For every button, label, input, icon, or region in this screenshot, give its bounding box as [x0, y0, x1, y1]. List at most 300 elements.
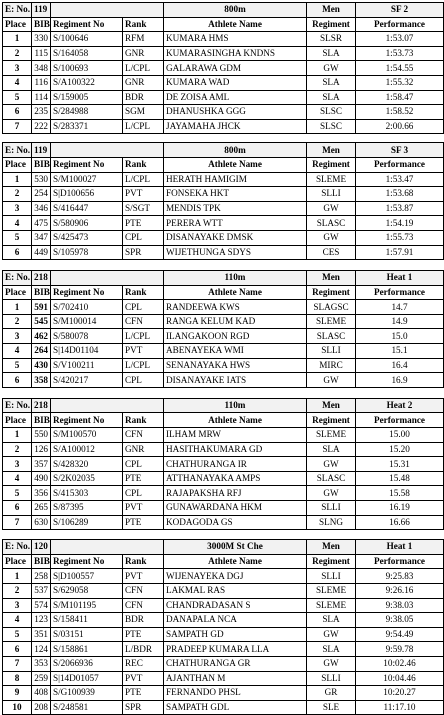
col-header-bib: BIB: [32, 285, 51, 300]
bib-cell: 550: [32, 428, 51, 443]
bib-cell: 353: [32, 656, 51, 671]
regiment-cell: GW: [307, 230, 356, 245]
column-header-row: [3, 157, 444, 172]
regiment-cell: GW: [307, 627, 356, 642]
col-header-athlete-name: Athlete Name: [164, 17, 307, 32]
athlete-name-cell: KUMARA HMS: [164, 32, 307, 47]
event-header-row: [3, 540, 444, 555]
table-row: [3, 300, 444, 315]
regiment-no-cell: S/428320: [51, 457, 123, 472]
rank-cell: CPL: [123, 486, 164, 501]
col-header-performance: Performance: [356, 17, 444, 32]
place-cell: 4: [3, 613, 32, 628]
table-row: [3, 656, 444, 671]
bib-cell: 351: [32, 627, 51, 642]
bib-cell: 116: [32, 75, 51, 90]
table-row: [3, 627, 444, 642]
regiment-no-cell: S/284988: [51, 105, 123, 120]
performance-cell: 14.7: [356, 300, 444, 315]
performance-cell: 15.1: [356, 344, 444, 359]
place-cell: 4: [3, 344, 32, 359]
place-cell: 8: [3, 671, 32, 686]
event-round: SF 2: [356, 3, 444, 18]
blank-cell: [51, 271, 164, 286]
rank-cell: PVT: [123, 569, 164, 584]
col-header-rank: Rank: [123, 17, 164, 32]
place-cell: 1: [3, 32, 32, 47]
athlete-name-cell: KODAGODA GS: [164, 515, 307, 530]
athlete-name-cell: DHANUSHKA GGG: [164, 105, 307, 120]
event-table: [2, 539, 444, 715]
regiment-no-cell: S|14D01104: [51, 344, 123, 359]
place-cell: 2: [3, 314, 32, 329]
place-cell: 4: [3, 471, 32, 486]
athlete-name-cell: RAJAPAKSHA RFJ: [164, 486, 307, 501]
bib-cell: 258: [32, 569, 51, 584]
table-row: [3, 90, 444, 105]
regiment-no-cell: S/M100570: [51, 428, 123, 443]
table-row: [3, 344, 444, 359]
performance-cell: 11:17.10: [356, 700, 444, 715]
bib-cell: 574: [32, 598, 51, 613]
place-cell: 3: [3, 61, 32, 76]
event-table: [2, 142, 444, 260]
regiment-cell: SLLI: [307, 501, 356, 516]
performance-cell: 16.19: [356, 501, 444, 516]
col-header-bib: BIB: [32, 413, 51, 428]
bib-cell: 115: [32, 46, 51, 61]
performance-cell: 15.31: [356, 457, 444, 472]
rank-cell: REC: [123, 656, 164, 671]
rank-cell: PTE: [123, 216, 164, 231]
table-row: [3, 230, 444, 245]
place-cell: 4: [3, 216, 32, 231]
regiment-no-cell: S/702410: [51, 300, 123, 315]
col-header-performance: Performance: [356, 413, 444, 428]
regiment-no-cell: S/248581: [51, 700, 123, 715]
bib-cell: 430: [32, 358, 51, 373]
rank-cell: GNR: [123, 75, 164, 90]
place-cell: 6: [3, 245, 32, 260]
regiment-cell: SLA: [307, 75, 356, 90]
regiment-cell: GR: [307, 686, 356, 701]
table-row: [3, 75, 444, 90]
athlete-name-cell: DE ZOISA AML: [164, 90, 307, 105]
regiment-no-cell: S/2066936: [51, 656, 123, 671]
rank-cell: SPR: [123, 700, 164, 715]
rank-cell: SPR: [123, 245, 164, 260]
col-header-athlete-name: Athlete Name: [164, 413, 307, 428]
performance-cell: 10:02.46: [356, 656, 444, 671]
blank-cell: [51, 540, 164, 555]
rank-cell: CFN: [123, 428, 164, 443]
bib-cell: 591: [32, 300, 51, 315]
place-cell: 2: [3, 583, 32, 598]
bib-cell: 530: [32, 172, 51, 187]
column-header-row: [3, 413, 444, 428]
performance-cell: 1:53.47: [356, 172, 444, 187]
bib-cell: 346: [32, 201, 51, 216]
performance-cell: 10:20.27: [356, 686, 444, 701]
place-cell: 7: [3, 515, 32, 530]
athlete-name-cell: FONSEKA HKT: [164, 187, 307, 202]
col-header-bib: BIB: [32, 554, 51, 569]
athlete-name-cell: JAYAMAHA JHCK: [164, 119, 307, 134]
athlete-name-cell: DANAPALA NCA: [164, 613, 307, 628]
place-cell: 3: [3, 201, 32, 216]
rank-cell: S/SGT: [123, 201, 164, 216]
athlete-name-cell: GALARAWA GDM: [164, 61, 307, 76]
performance-cell: 1:55.32: [356, 75, 444, 90]
event-gender: Men: [307, 540, 356, 555]
bib-cell: 264: [32, 344, 51, 359]
bib-cell: 347: [32, 230, 51, 245]
rank-cell: L/CPL: [123, 61, 164, 76]
col-header-place: Place: [3, 17, 32, 32]
event-table: [2, 398, 444, 530]
place-cell: 6: [3, 501, 32, 516]
regiment-cell: GW: [307, 656, 356, 671]
regiment-no-cell: S/03151: [51, 627, 123, 642]
performance-cell: 1:58.52: [356, 105, 444, 120]
bib-cell: 330: [32, 32, 51, 47]
regiment-no-cell: S/425473: [51, 230, 123, 245]
rank-cell: CPL: [123, 373, 164, 388]
regiment-no-cell: S/283371: [51, 119, 123, 134]
athlete-name-cell: CHATHURANGA IR: [164, 457, 307, 472]
col-header-regiment: Regiment: [307, 413, 356, 428]
col-header-rank: Rank: [123, 554, 164, 569]
col-header-regiment: Regiment: [307, 554, 356, 569]
table-row: [3, 583, 444, 598]
regiment-no-cell: S/159005: [51, 90, 123, 105]
bib-cell: 462: [32, 329, 51, 344]
place-cell: 5: [3, 627, 32, 642]
performance-cell: 10:04.46: [356, 671, 444, 686]
rank-cell: GNR: [123, 46, 164, 61]
event-header-row: [3, 271, 444, 286]
performance-cell: 9:38.05: [356, 613, 444, 628]
table-row: [3, 61, 444, 76]
table-row: [3, 700, 444, 715]
event-no-value: 218: [32, 398, 51, 413]
col-header-regiment-no: Regiment No: [51, 554, 123, 569]
bib-cell: 348: [32, 61, 51, 76]
event-no-label: E: No.: [3, 143, 32, 158]
col-header-athlete-name: Athlete Name: [164, 285, 307, 300]
regiment-cell: MIRC: [307, 358, 356, 373]
regiment-cell: CES: [307, 245, 356, 260]
col-header-rank: Rank: [123, 157, 164, 172]
performance-cell: 9:38.03: [356, 598, 444, 613]
col-header-performance: Performance: [356, 157, 444, 172]
regiment-no-cell: S/87395: [51, 501, 123, 516]
table-row: [3, 486, 444, 501]
event-table: [2, 2, 444, 134]
table-row: [3, 598, 444, 613]
place-cell: 5: [3, 230, 32, 245]
athlete-name-cell: FERNANDO PHSL: [164, 686, 307, 701]
regiment-no-cell: S/629058: [51, 583, 123, 598]
col-header-athlete-name: Athlete Name: [164, 554, 307, 569]
performance-cell: 16.9: [356, 373, 444, 388]
column-header-row: [3, 17, 444, 32]
col-header-place: Place: [3, 554, 32, 569]
regiment-no-cell: S/M101195: [51, 598, 123, 613]
bib-cell: 208: [32, 700, 51, 715]
table-row: [3, 457, 444, 472]
athlete-name-cell: WIJETHUNGA SDYS: [164, 245, 307, 260]
place-cell: 7: [3, 656, 32, 671]
regiment-cell: SLEME: [307, 428, 356, 443]
place-cell: 5: [3, 486, 32, 501]
bib-cell: 114: [32, 90, 51, 105]
regiment-cell: SLSR: [307, 32, 356, 47]
event-no-label: E: No.: [3, 271, 32, 286]
bib-cell: 254: [32, 187, 51, 202]
table-row: [3, 642, 444, 657]
regiment-cell: SLLI: [307, 671, 356, 686]
bib-cell: 449: [32, 245, 51, 260]
regiment-cell: SLLI: [307, 569, 356, 584]
table-row: [3, 329, 444, 344]
event-name: 110m: [164, 271, 307, 286]
regiment-cell: SLEME: [307, 172, 356, 187]
bib-cell: 537: [32, 583, 51, 598]
athlete-name-cell: WIJENAYEKA DGJ: [164, 569, 307, 584]
regiment-cell: SLLI: [307, 344, 356, 359]
col-header-place: Place: [3, 157, 32, 172]
bib-cell: 259: [32, 671, 51, 686]
rank-cell: L/CPL: [123, 119, 164, 134]
performance-cell: 15.0: [356, 329, 444, 344]
blank-cell: [51, 398, 164, 413]
athlete-name-cell: SENANAYAKA HWS: [164, 358, 307, 373]
table-row: [3, 613, 444, 628]
table-row: [3, 201, 444, 216]
regiment-cell: SLE: [307, 700, 356, 715]
regiment-no-cell: S/158411: [51, 613, 123, 628]
event-round: Heat 1: [356, 540, 444, 555]
table-row: [3, 501, 444, 516]
bib-cell: 124: [32, 642, 51, 657]
regiment-cell: SLA: [307, 46, 356, 61]
rank-cell: BDR: [123, 90, 164, 105]
col-header-regiment: Regiment: [307, 157, 356, 172]
table-row: [3, 32, 444, 47]
bib-cell: 357: [32, 457, 51, 472]
regiment-cell: GW: [307, 61, 356, 76]
event-no-value: 218: [32, 271, 51, 286]
table-row: [3, 671, 444, 686]
athlete-name-cell: ABENAYEKA WMI: [164, 344, 307, 359]
regiment-no-cell: S/164058: [51, 46, 123, 61]
regiment-no-cell: S/580078: [51, 329, 123, 344]
event-no-value: 119: [32, 143, 51, 158]
regiment-no-cell: S/580906: [51, 216, 123, 231]
performance-cell: 15.00: [356, 428, 444, 443]
performance-cell: 1:53.73: [356, 46, 444, 61]
rank-cell: SGM: [123, 105, 164, 120]
col-header-regiment-no: Regiment No: [51, 157, 123, 172]
table-row: [3, 172, 444, 187]
athlete-name-cell: PRADEEP KUMARA LLA: [164, 642, 307, 657]
col-header-athlete-name: Athlete Name: [164, 157, 307, 172]
athlete-name-cell: CHATHURANGA GR: [164, 656, 307, 671]
performance-cell: 9:25.83: [356, 569, 444, 584]
rank-cell: PVT: [123, 344, 164, 359]
place-cell: 5: [3, 90, 32, 105]
performance-cell: 2:00.66: [356, 119, 444, 134]
event-gender: Men: [307, 398, 356, 413]
rank-cell: L/CPL: [123, 172, 164, 187]
regiment-cell: GW: [307, 486, 356, 501]
column-header-row: [3, 554, 444, 569]
event-header-row: [3, 3, 444, 18]
rank-cell: RFM: [123, 32, 164, 47]
event-no-value: 120: [32, 540, 51, 555]
section-gap: [2, 530, 443, 539]
event-gender: Men: [307, 143, 356, 158]
athlete-name-cell: DISANAYAKE IATS: [164, 373, 307, 388]
regiment-no-cell: S/106289: [51, 515, 123, 530]
athlete-name-cell: MENDIS TPK: [164, 201, 307, 216]
performance-cell: 15.48: [356, 471, 444, 486]
rank-cell: PVT: [123, 187, 164, 202]
event-table: [2, 270, 444, 388]
event-round: Heat 1: [356, 271, 444, 286]
bib-cell: 126: [32, 442, 51, 457]
table-row: [3, 358, 444, 373]
regiment-no-cell: S/100693: [51, 61, 123, 76]
regiment-no-cell: S|D100557: [51, 569, 123, 584]
blank-cell: [51, 3, 164, 18]
place-cell: 6: [3, 373, 32, 388]
table-row: [3, 187, 444, 202]
regiment-cell: SLA: [307, 90, 356, 105]
regiment-cell: SLLI: [307, 187, 356, 202]
event-name: 800m: [164, 143, 307, 158]
athlete-name-cell: DISANAYAKE DMSK: [164, 230, 307, 245]
athlete-name-cell: ATTHANAYAKA AMPS: [164, 471, 307, 486]
bib-cell: 222: [32, 119, 51, 134]
regiment-cell: SLA: [307, 642, 356, 657]
athlete-name-cell: ILANGAKOON RGD: [164, 329, 307, 344]
col-header-regiment: Regiment: [307, 17, 356, 32]
place-cell: 9: [3, 686, 32, 701]
place-cell: 2: [3, 187, 32, 202]
place-cell: 2: [3, 46, 32, 61]
table-row: [3, 442, 444, 457]
regiment-no-cell: S/M100027: [51, 172, 123, 187]
col-header-regiment-no: Regiment No: [51, 413, 123, 428]
col-header-performance: Performance: [356, 285, 444, 300]
performance-cell: 14.9: [356, 314, 444, 329]
athlete-name-cell: RANDEEWA KWS: [164, 300, 307, 315]
place-cell: 2: [3, 442, 32, 457]
regiment-cell: SLEME: [307, 583, 356, 598]
place-cell: 3: [3, 598, 32, 613]
regiment-no-cell: S/A100012: [51, 442, 123, 457]
bib-cell: 408: [32, 686, 51, 701]
performance-cell: 9:59.78: [356, 642, 444, 657]
event-no-label: E: No.: [3, 3, 32, 18]
event-gender: Men: [307, 3, 356, 18]
bib-cell: 265: [32, 501, 51, 516]
place-cell: 10: [3, 700, 32, 715]
athlete-name-cell: CHANDRADASAN S: [164, 598, 307, 613]
regiment-no-cell: S/416447: [51, 201, 123, 216]
regiment-no-cell: S|14D01057: [51, 671, 123, 686]
col-header-rank: Rank: [123, 413, 164, 428]
athlete-name-cell: RANGA KELUM KAD: [164, 314, 307, 329]
performance-cell: 1:55.73: [356, 230, 444, 245]
col-header-regiment-no: Regiment No: [51, 285, 123, 300]
rank-cell: PTE: [123, 686, 164, 701]
regiment-cell: SLEME: [307, 314, 356, 329]
col-header-bib: BIB: [32, 17, 51, 32]
performance-cell: 9:26.16: [356, 583, 444, 598]
performance-cell: 9:54.49: [356, 627, 444, 642]
event-no-label: E: No.: [3, 540, 32, 555]
performance-cell: 1:54.19: [356, 216, 444, 231]
column-header-row: [3, 285, 444, 300]
regiment-no-cell: S/A100322: [51, 75, 123, 90]
table-row: [3, 373, 444, 388]
col-header-performance: Performance: [356, 554, 444, 569]
performance-cell: 1:54.55: [356, 61, 444, 76]
regiment-cell: SLEME: [307, 598, 356, 613]
regiment-cell: SLSC: [307, 105, 356, 120]
performance-cell: 1:53.87: [356, 201, 444, 216]
regiment-no-cell: S|D100656: [51, 187, 123, 202]
regiment-no-cell: S/G100939: [51, 686, 123, 701]
place-cell: 6: [3, 105, 32, 120]
place-cell: 3: [3, 457, 32, 472]
event-no-value: 119: [32, 3, 51, 18]
regiment-no-cell: S/420217: [51, 373, 123, 388]
rank-cell: CPL: [123, 457, 164, 472]
bib-cell: 545: [32, 314, 51, 329]
athlete-name-cell: AJANTHAN M: [164, 671, 307, 686]
rank-cell: L/CPL: [123, 358, 164, 373]
rank-cell: GNR: [123, 442, 164, 457]
event-name: 800m: [164, 3, 307, 18]
place-cell: 1: [3, 569, 32, 584]
place-cell: 1: [3, 300, 32, 315]
place-cell: 6: [3, 642, 32, 657]
athlete-name-cell: SAMPATH GDL: [164, 700, 307, 715]
athlete-name-cell: GUNAWARDANA HKM: [164, 501, 307, 516]
regiment-no-cell: S/2K02035: [51, 471, 123, 486]
bib-cell: 490: [32, 471, 51, 486]
regiment-no-cell: S/M100014: [51, 314, 123, 329]
rank-cell: BDR: [123, 613, 164, 628]
table-row: [3, 119, 444, 134]
performance-cell: 16.4: [356, 358, 444, 373]
regiment-cell: SLSC: [307, 119, 356, 134]
rank-cell: L/CPL: [123, 329, 164, 344]
place-cell: 7: [3, 119, 32, 134]
col-header-regiment-no: Regiment No: [51, 17, 123, 32]
table-row: [3, 46, 444, 61]
regiment-cell: SLASC: [307, 471, 356, 486]
performance-cell: 16.66: [356, 515, 444, 530]
regiment-no-cell: S/415303: [51, 486, 123, 501]
rank-cell: PVT: [123, 501, 164, 516]
rank-cell: CPL: [123, 300, 164, 315]
table-row: [3, 686, 444, 701]
